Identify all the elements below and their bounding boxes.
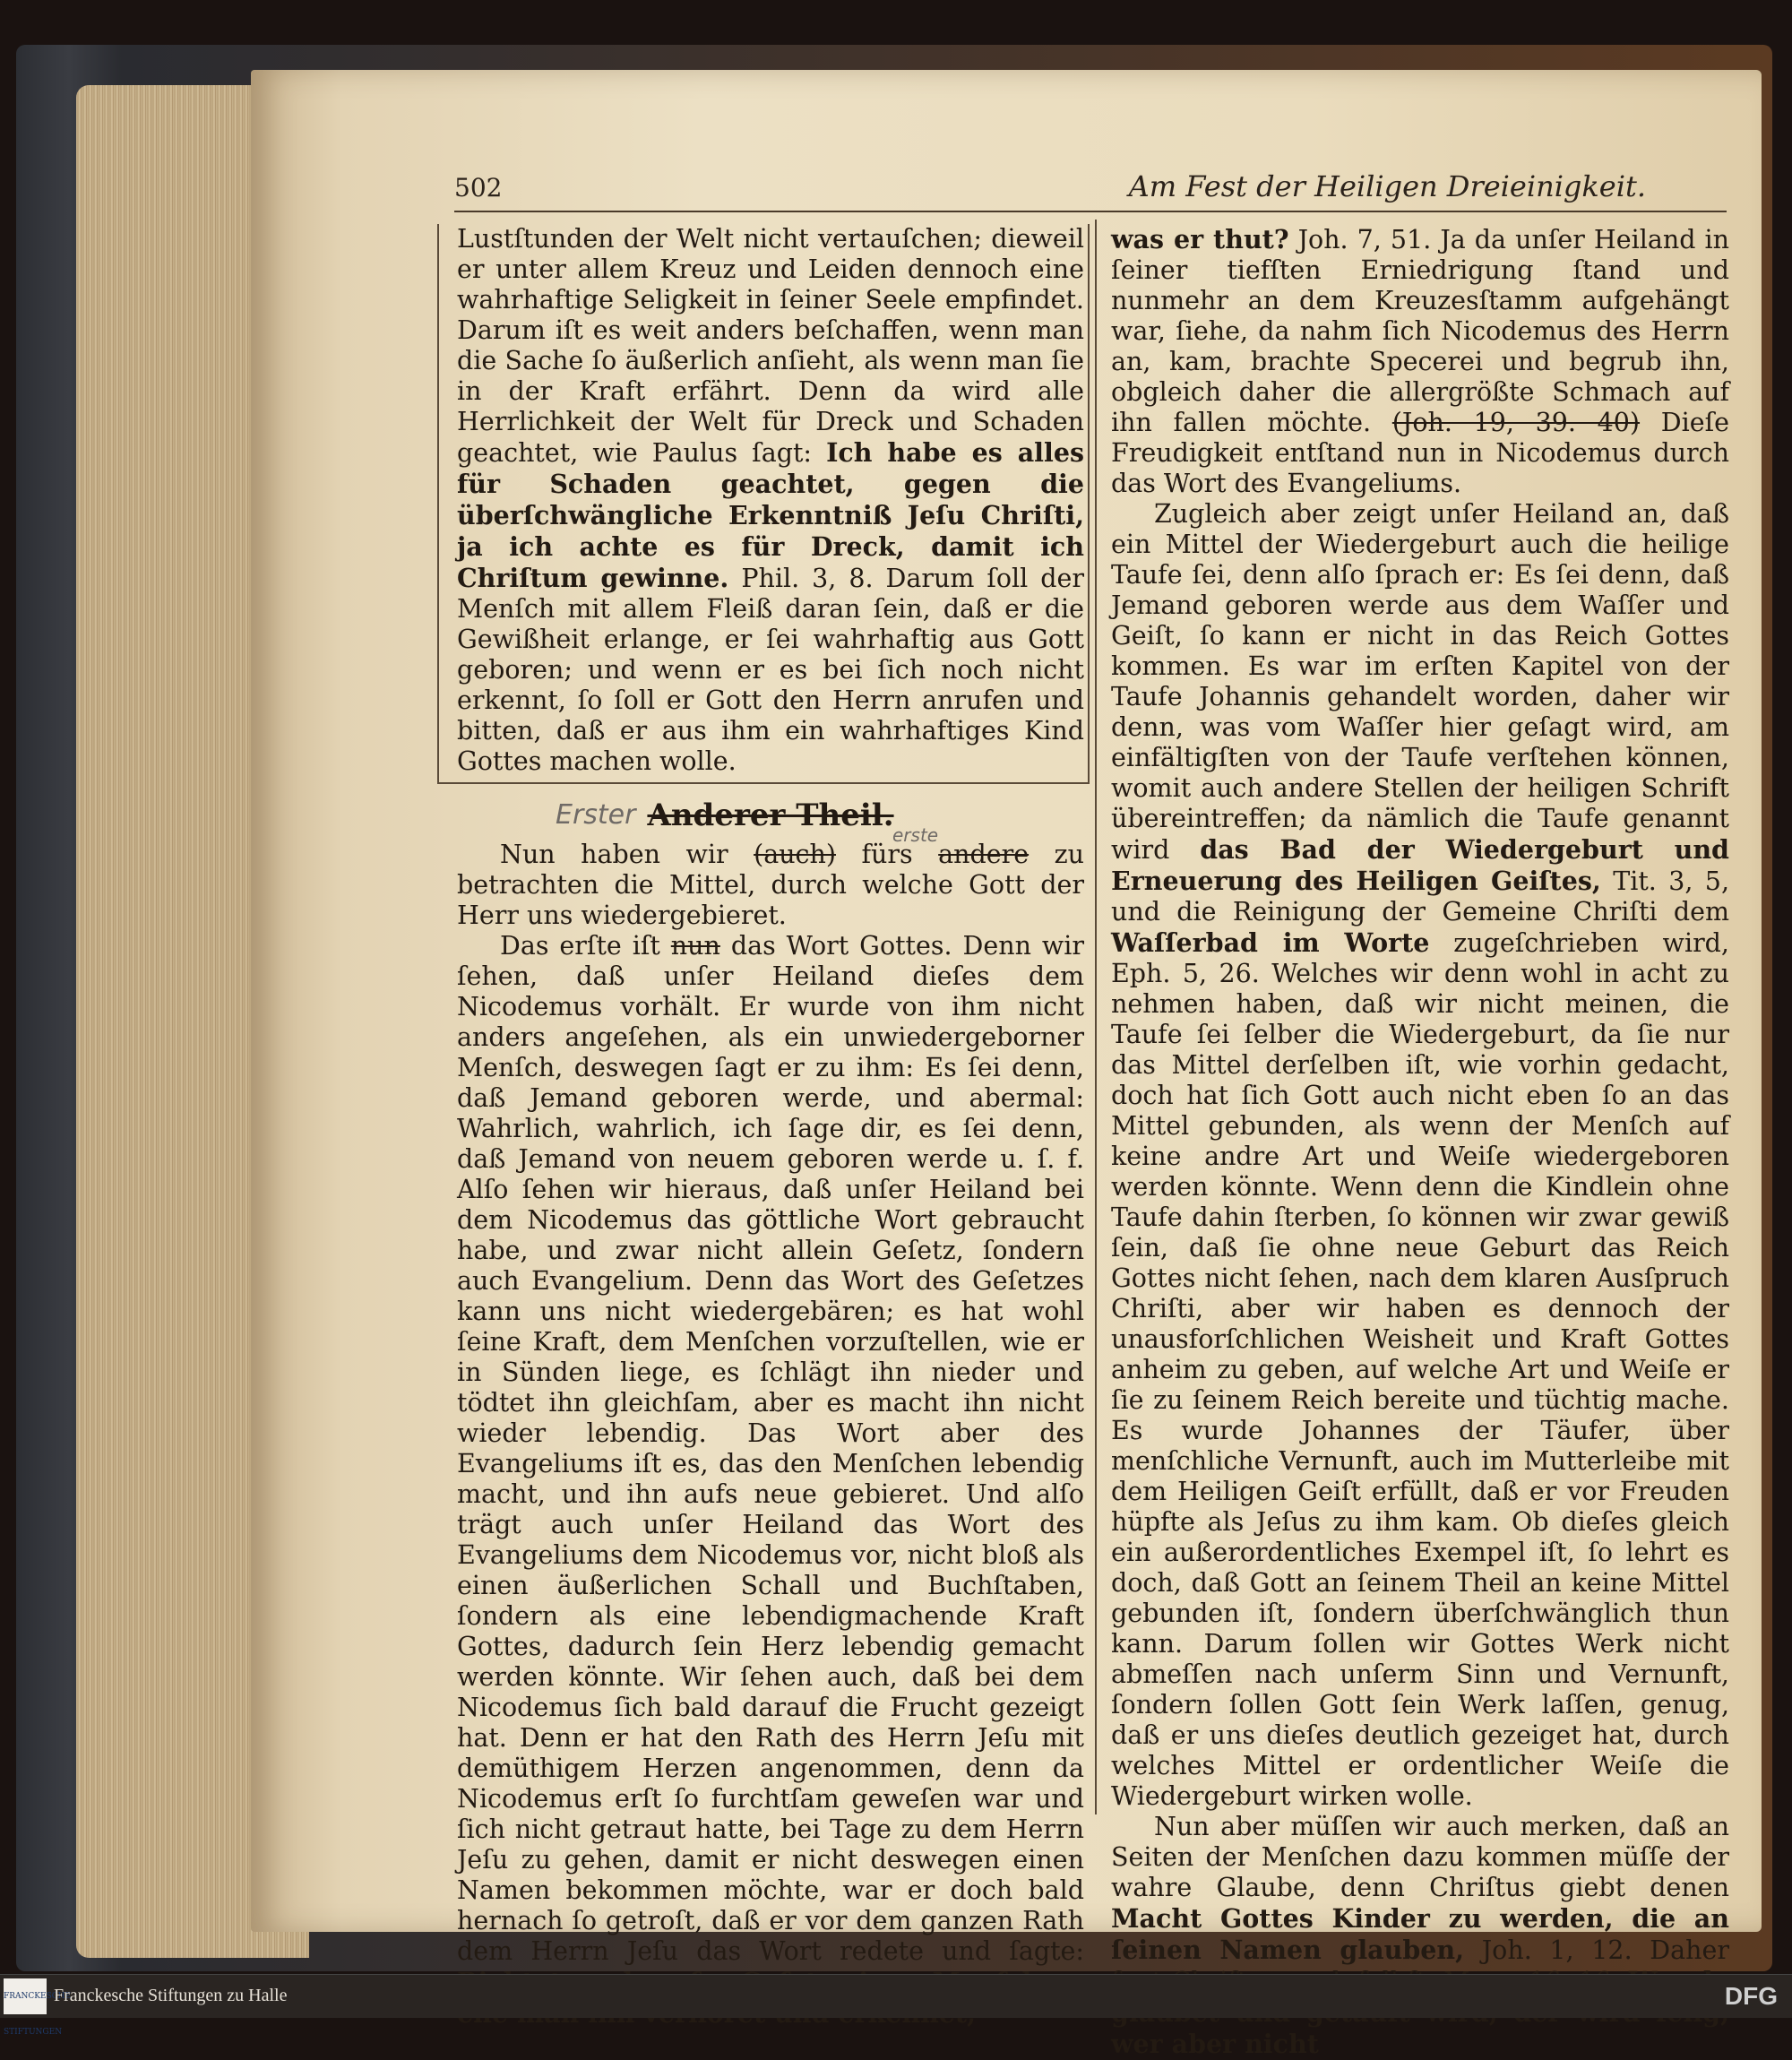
page-number: 502 (454, 173, 503, 203)
paragraph (1111, 1812, 1729, 2060)
bold-quote: wer aber nicht (1111, 2029, 1319, 2059)
text: Nun aber müſſen wir auch merken, daß an Seiten der Menſchen dazu kommen müſſe der wahre Glaube, denn Chriſtus giebt denen (1111, 1812, 1729, 1902)
paragraph (457, 824, 1084, 931)
bold-quote: was er thut? (1111, 224, 1289, 254)
left-column (457, 224, 1084, 2030)
text: Lustſtunden der Welt nicht vertauſchen; dieweil er unter allem Kreuz und Leiden dennoch eine wahrhaftige Seligkeit in ſeiner Seele empfindet. Darum iſt es weit anders beſchaffen, wenn man die Sache ſo äußerlich anſieht, als wenn man ſie in der Kraft erfährt. Denn da wird alle Herrlichkeit der Welt für Dreck und Schaden geachtet, wie Paulus ſagt: (457, 224, 1084, 468)
handwritten-note: erste (892, 824, 939, 846)
paragraph (457, 931, 1084, 2030)
struck-text: nun (670, 931, 720, 961)
bold-quote: Waſſerbad im Worte (1111, 927, 1430, 958)
dfg-badge: DFG (1724, 1982, 1778, 2010)
institution-name: Franckesche Stiftungen zu Halle (54, 1986, 288, 2005)
column-divider (1095, 220, 1097, 1814)
text: zu betrachten die Mittel, durch welche Gott der Herr uns wiedergebieret. (457, 840, 1084, 930)
heading-text: Anderer Theil. (647, 797, 894, 833)
institution-logo: FRANCKESCHE STIFTUNGEN (4, 1978, 47, 2014)
boxed-passage (437, 224, 1090, 784)
text: fürs (861, 840, 913, 869)
bold-quote: Ich habe es alles für Schaden geachtet, gegen die überſchwängliche Erkenntniß Jeſu Chriſti, ja ich achte es für Dreck, damit ich Chriſtum gewinne. (457, 437, 1085, 593)
text: Dieſe Freudigkeit entſtand nun in Nicodemus durch das Wort des Evangeliums. (1111, 408, 1729, 498)
text: Tit. 3, 5, und die Reinigung der Gemeine Chriſti dem (1111, 866, 1730, 927)
text: zugeſchrieben wird, Eph. 5, 26. Welches wir denn wohl in acht zu nehmen haben, daß wir nicht meinen, die Taufe ſei ſelber die Wiedergeburt, da ſie nur das Mittel derſelben iſt, wie vorhin gedacht, doch hat ſich Gott auch nicht eben ſo an das Mittel gebunden, als wenn der Menſch auf keine andre Art und Weiſe wiedergeboren werden könnte. Wenn denn die Kindlein ohne Taufe dahin ſterben, ſo können wir zwar gewiß ſein, daß ſie ohne neue Geburt das Reich Gottes nicht ſehen, nach dem klaren Ausſpruch Chriſti, aber wir haben es dennoch der unausforſchlichen Weisheit und Kraft Gottes anheim zu geben, auf welche Art und Weiſe er ſie zu ſeinem Reich bereite und tüchtig mache. Es wurde Johannes der Täufer, über menſchliche Vernunft, auch im Mutterleibe mit dem Heiligen Geiſt erfüllt, daß er vor Freuden hüpfte als Jeſus zu ihm kam. Ob dieſes gleich ein außerordentliches Exempel iſt, ſo lehrt es doch, daß Gott an ſeinem Theil an keine Mittel gebunden iſt, ſondern überſchwänglich thun kann. Darum ſollen wir Gottes Werk nicht abmeſſen nach unſerm Sinn und Vernunft, ſondern ſollen Gott ſein Werk laſſen, genug, daß er uns dieſes deutlich gezeiget hat, durch welches Mittel er ordentlicher Weiſe die Wiedergeburt wirken wolle. (1111, 928, 1729, 1811)
struck-text: (auch) (754, 840, 836, 869)
struck-text: (Joh. 19, 39. 40) (1391, 408, 1641, 437)
bold-quote: Macht Gottes Kinder zu werden, die an ſeinen Namen glauben, (1111, 1903, 1729, 1965)
text: Joh. 7, 51. Ja da unſer Heiland in ſeiner tiefſten Erniedrigung ſtand und nunmehr an dem Kreuzesſtamm aufgehängt war, ſiehe, da nahm ſich Nicodemus des Herrn an, kam, brachte Specerei und begrub ihn, obgleich daher die allergrößte Schmach auf ihn fallen möchte. (1111, 225, 1730, 437)
bold-quote: das Bad der Wiedergeburt und Erneuerung des Heiligen Geiſtes, (1111, 834, 1729, 896)
footer-bar (0, 1974, 1792, 2037)
section-heading (457, 797, 1084, 833)
paragraph (1111, 499, 1729, 1812)
handwritten-note: Erster (556, 799, 636, 831)
paragraph (1111, 224, 1729, 499)
text: Phil. 3, 8. Darum ſoll der Menſch mit allem Fleiß daran ſein, daß er die Gewißheit erlange, er ſei wahrhaftig aus Gott geboren; und wenn er es bei ſich noch nicht erkennt, ſo ſoll er Gott den Herrn anrufen und bitten, daß er aus ihm ein wahrhaftiges Kind Gottes machen wolle. (457, 564, 1084, 776)
running-title: Am Fest der Heiligen Dreieinigkeit. (1128, 169, 1646, 203)
paragraph (457, 224, 1084, 777)
text: das Wort Gottes. Denn wir ſehen, daß unſer Heiland dieſes dem Nicodemus vorhält. Er wurde von ihm nicht anders angeſehen, als ein unwiedergeborner Menſch, deswegen ſagt er zu ihm: Es ſei denn, daß Jemand geboren werde, und abermal: Wahrlich, wahrlich, ich ſage dir, es ſei denn, daß Jemand von neuem geboren werde u. ſ. f. Alſo ſehen wir hieraus, daß unſer Heiland bei dem Nicodemus das göttliche Wort gebraucht habe, und zwar nicht allein Geſetz, ſondern auch Evangelium. Denn das Wort des Geſetzes kann uns nicht wiedergebären; es hat wohl ſeine Kraft, dem Menſchen vorzuſtellen, wie er in Sünden liege, es ſchlägt ihn nieder und tödtet ihn gleichſam, aber es macht ihn nicht wieder lebendig. Das Wort aber des Evangeliums iſt es, das den Menſchen lebendig macht, und ihn aufs neue gebieret. Und alſo trägt auch unſer Heiland das Wort des Evangeliums dem Nicodemus vor, nicht bloß als einen äußerlichen Schall und Buchſtaben, ſondern als eine lebendigmachende Kraft Gottes, dadurch ſein Herz lebendig gemacht werden könnte. Wir ſehen auch, daß bei dem Nicodemus ſich bald darauf die Frucht gezeigt hat. Denn er hat den Rath des Herrn Jeſu mit demüthigem Herzen angenommen, denn da Nicodemus erſt ſo furchtſam geweſen war und ſich nicht getraut hatte, bei Tage zu dem Herrn Jeſu zu gehen, damit er nicht deswegen einen Namen bekommen möchte, war er doch bald hernach ſo getroſt, daß er vor dem ganzen Rath dem Herrn Jeſu das Wort redete und ſagte: (457, 931, 1085, 1966)
text: Joh. 1, 12. Daher (1481, 1935, 1729, 1965)
text: Zugleich aber zeigt unſer Heiland an, daß ein Mittel der Wiedergeburt auch die heilige Taufe ſei, denn alſo ſprach er: Es ſei denn, daß Jemand geboren werde aus dem Waſſer und Geiſt, ſo kann er nicht in das Reich Gottes kommen. Es war im erſten Kapitel von der Taufe Johannis gehandelt worden, daher wir denn, was vom Waſſer hier geſagt wird, am einfältigſten von der Taufe verſtehen können, womit auch andere Stellen der heiligen Schrift übereintreffen; da nämlich die Taufe genannt wird (1111, 499, 1729, 865)
struck-text: andere (938, 840, 1030, 869)
page-header (454, 166, 1727, 212)
right-column (1111, 224, 1729, 2060)
text: Nun haben wir (500, 840, 728, 869)
text: Das erſte iſt (500, 931, 660, 961)
